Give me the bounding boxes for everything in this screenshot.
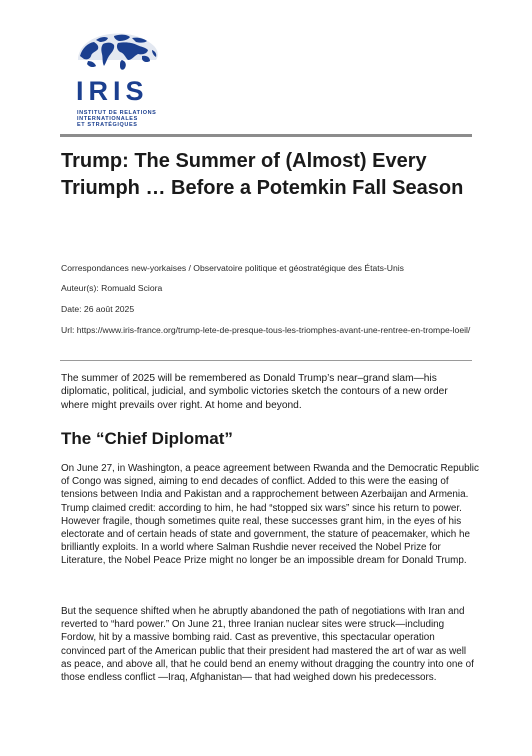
body-paragraph: On June 27, in Washington, a peace agreement between Rwanda and the Democratic Republic of Congo was signed, aiming to end decades of conflict. Added to this were the easing of tensions between India and Pakistan and a rapprochement between Azerbaijan and Armenia. Trump claimed credit: according to him, he had “stopped six wars” since his return to power. However fragile, though sometimes quite real, these successes grant him, in the eyes of his electorate and of certain heads of state and government, the stature of peacemaker, which he brilliantly exploits. In a world where Salman Rushdie never received the Nobel Prize for Literature, the Nobel Peace Prize might no longer be an impossible dream for Donald Trump. [61, 463, 479, 567]
article-source: Correspondances new-yorkaises / Observatoire politique et géostratégique des États-Unis [61, 263, 404, 273]
section-heading: The “Chief Diplomat” [61, 429, 233, 448]
article-date: Date: 26 août 2025 [61, 304, 135, 314]
logo-sub-line: ET STRATÉGIQUES [77, 122, 138, 128]
article-lead: The summer of 2025 will be remembered as Donald Trump’s near–grand slam—his diplomatic, political, judicial, and symbolic victories sketch the contours of a new order where might prevails over right. At home and beyond. [61, 373, 448, 411]
globe-icon [70, 30, 162, 78]
header-divider [60, 134, 472, 137]
article-author: Auteur(s): Romuald Sciora [61, 283, 163, 293]
logo-sub-line: INTERNATIONALES [77, 116, 138, 122]
logo-wordmark: IRIS [76, 76, 149, 106]
article-url[interactable]: Url: https://www.iris-france.org/trump-lete-de-presque-tous-les-triomphes-avant-une-rentree-en-trompe-loeil/ [61, 325, 471, 335]
logo-sub-line: INSTITUT DE RELATIONS [77, 110, 157, 116]
logo-subtitle [77, 110, 167, 128]
article-title: Trump: The Summer of (Almost) Every Triumph … Before a Potemkin Fall Season [61, 150, 464, 199]
meta-divider [60, 360, 472, 361]
body-paragraph: But the sequence shifted when he abruptly abandoned the path of negotiations with Iran and reverted to “hard power.” On June 21, three Iranian nuclear sites were struck—including Fordow, hit by a massive bombing raid. Cast as preventive, this spectacular operation convinced part of the American public that their president had mastered the art of war as well as peace, and above all, that he could bend an enemy without dragging the country into one of those endless conflict —Iraq, Afghanistan— that had weighed down his predecessors. [61, 606, 474, 684]
